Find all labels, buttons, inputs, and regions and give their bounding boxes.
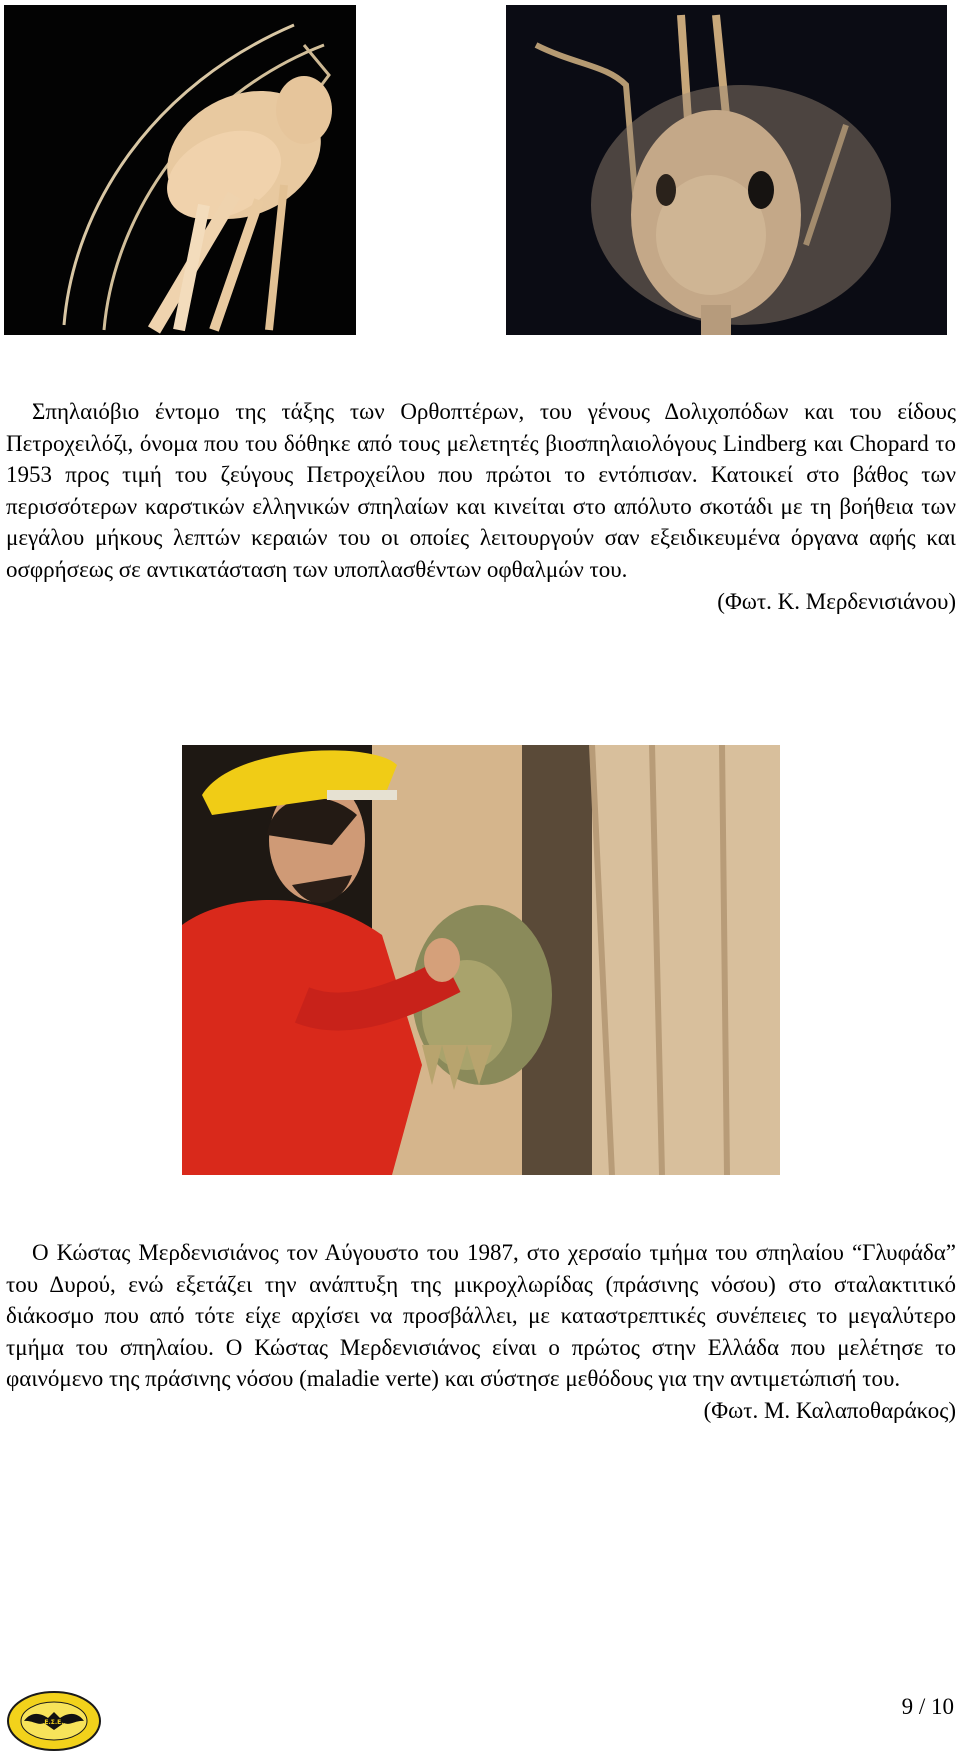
society-logo xyxy=(6,1690,102,1752)
speleologist-stalactite-photo xyxy=(182,745,780,1175)
caption-text: Ο Κώστας Μερδενισιάνος τον Αύγουστο του 1987, στο χερσαίο τμήμα του σπηλαίου “Γλυφάδα” του Δυρού, ενώ εξετάζει την ανάπτυξη της μικροχλωρίδας (πράσινης νόσου) στο σταλακτιτικό διάκοσμο που από τότε είχε αρχίσει να προσβάλλει, με καταστρεπτικές συνέπειες το μεγαλύτερο τμήμα του σπηλαίου. Ο Κώστας Μερδενισιάνος είναι ο πρώτος στην Ελλάδα που μελέτησε το φαινόμενο της πράσινης νόσου (maladie verte) και σύστησε μεθόδους για την αντιμετώπισή του. xyxy=(6,1240,956,1392)
svg-text:Ε.Σ.Ε.: Ε.Σ.Ε. xyxy=(44,1719,64,1726)
caption-speleologist xyxy=(6,1237,956,1427)
cave-cricket-head-photo xyxy=(506,5,947,335)
caption-text: Σπηλαιόβιο έντομο της τάξης των Ορθοπτέρων, του γένους Δολιχοπόδων και του είδους Πετροχειλόζι, όνομα που του δόθηκε από τους μελετητές βιοσπηλαιολόγους Lindberg και Chopard το 1953 προς τιμή του ζεύγους Πετροχείλου που πρώτοι το εντόπισαν. Κατοικεί στο βάθος των περισσότερων καρστικών ελληνικών σπηλαίων και κινείται στο απόλυτο σκοτάδι με τη βοήθεια των μεγάλου μήκους λεπτών κεραιών του οι οποίες λειτουργούν σαν εξειδικευμένα όργανα αφής και οσφρήσεως σε αντικατάσταση των υποπλασθέντων οφθαλμών του. xyxy=(6,399,956,582)
photo-credit: (Φωτ. Κ. Μερδενισιάνου) xyxy=(717,588,956,614)
caption-cave-cricket xyxy=(6,396,956,617)
page-number: 9 / 10 xyxy=(901,1694,954,1719)
photo-credit: (Φωτ. Μ. Καλαποθαράκος) xyxy=(703,1397,956,1423)
cave-cricket-side-photo xyxy=(4,5,356,335)
